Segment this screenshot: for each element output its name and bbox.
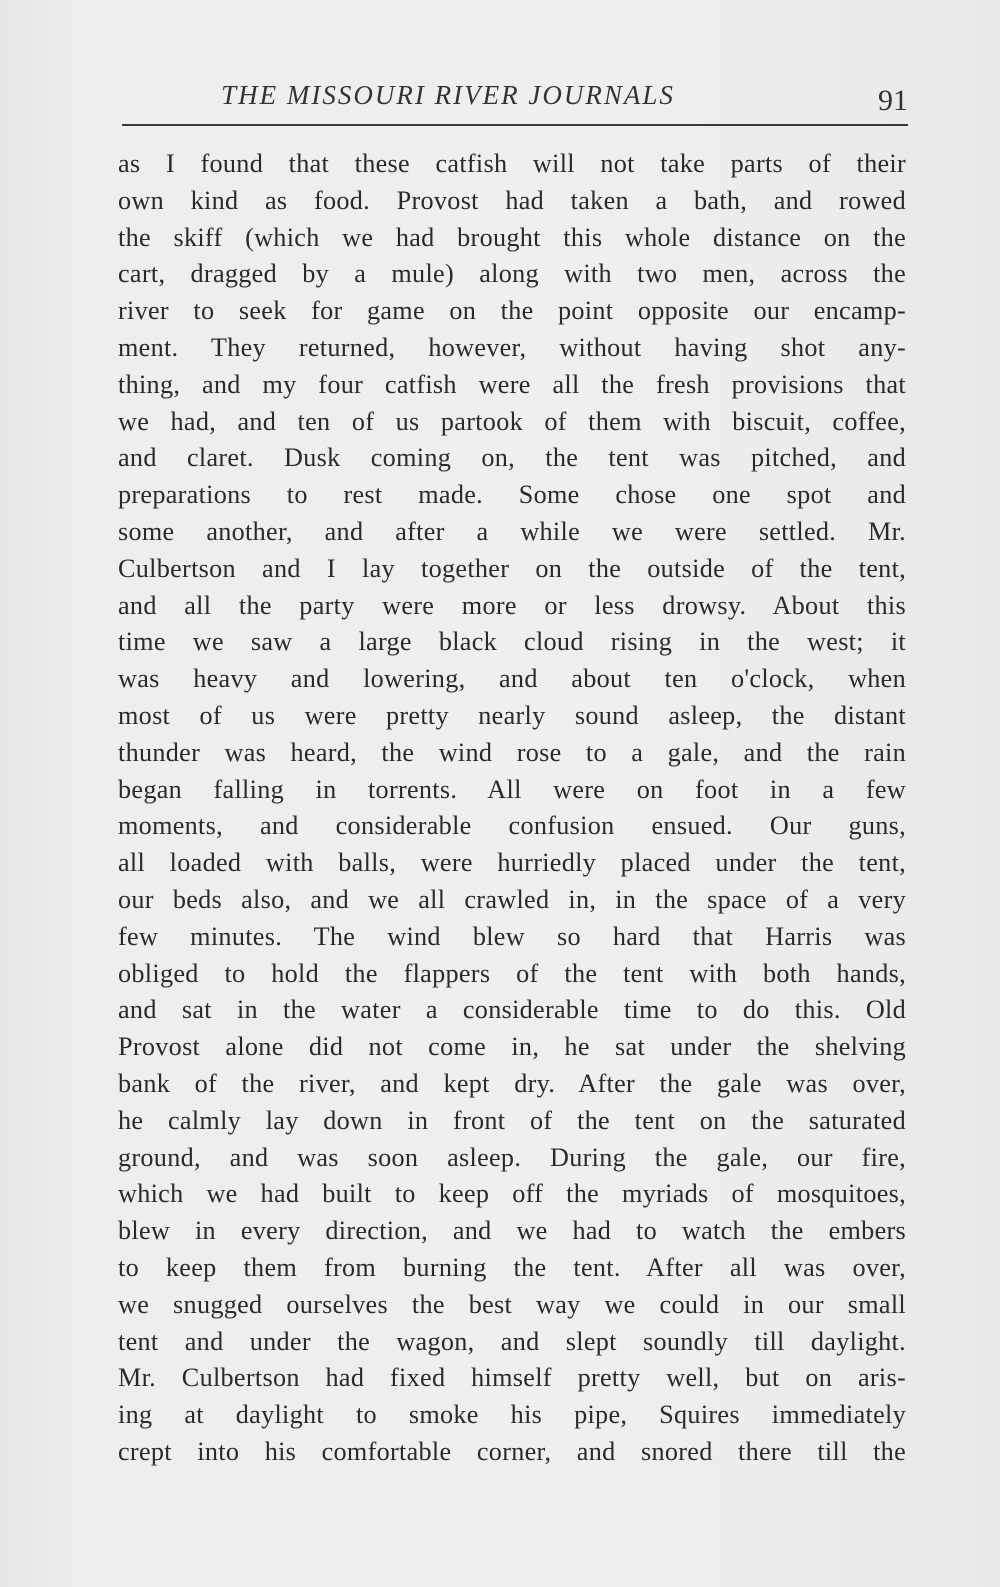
text-line: was heavy and lowering, and about ten o'clock, when [118, 664, 906, 694]
text-line: cart, dragged by a mule) along with two men, across the [118, 259, 906, 289]
page-number: 91 [878, 84, 908, 117]
text-line: some another, and after a while we were settled. Mr. [118, 516, 906, 546]
text-line: most of us were pretty nearly sound asleep, the distant [118, 700, 906, 730]
header-rule [122, 124, 908, 126]
text-line: which we had built to keep off the myriads of mosquitoes, [118, 1179, 906, 1209]
text-line: thing, and my four catfish were all the fresh provisions that [118, 369, 906, 399]
text-line: tent and under the wagon, and slept soundly till daylight. [118, 1326, 906, 1356]
text-line: river to seek for game on the point opposite our encamp- [118, 296, 906, 326]
text-line: crept into his comfortable corner, and snored there till the [118, 1436, 906, 1466]
text-line: Mr. Culbertson had fixed himself pretty well, but on aris- [118, 1363, 906, 1393]
text-line: he calmly lay down in front of the tent on the saturated [118, 1105, 906, 1135]
text-line: bank of the river, and kept dry. After the gale was over, [118, 1068, 906, 1098]
text-line: as I found that these catfish will not take parts of their [118, 149, 906, 178]
body-text [118, 146, 906, 1471]
text-line: thunder was heard, the wind rose to a gale, and the rain [118, 737, 906, 767]
text-line: own kind as food. Provost had taken a bath, and rowed [118, 185, 906, 215]
text-line: Culbertson and I lay together on the outside of the tent, [118, 553, 906, 583]
text-line: time we saw a large black cloud rising in the west; it [118, 627, 906, 657]
text-line: few minutes. The wind blew so hard that Harris was [118, 921, 906, 951]
text-line: and claret. Dusk coming on, the tent was pitched, and [118, 443, 906, 473]
text-line: our beds also, and we all crawled in, in the space of a very [118, 884, 906, 914]
text-line: preparations to rest made. Some chose one spot and [118, 480, 906, 510]
text-line: Provost alone did not come in, he sat under the shelving [118, 1032, 906, 1062]
text-line: ground, and was soon asleep. During the gale, our fire, [118, 1142, 906, 1172]
page-header [118, 72, 908, 128]
text-line: we had, and ten of us partook of them with biscuit, coffee, [118, 406, 906, 436]
running-head: THE MISSOURI RIVER JOURNALS [221, 80, 675, 110]
text-line: and sat in the water a considerable time to do this. Old [118, 995, 906, 1025]
text-line: we snugged ourselves the best way we could in our small [118, 1289, 906, 1319]
text-line: ment. They returned, however, without having shot any- [118, 332, 906, 362]
text-line: obliged to hold the flappers of the tent with both hands, [118, 958, 906, 988]
text-line: the skiff (which we had brought this whole distance on the [118, 222, 906, 252]
text-line: ing at daylight to smoke his pipe, Squires immediately [118, 1400, 906, 1430]
text-line: and all the party were more or less drowsy. About this [118, 590, 906, 620]
text-line: to keep them from burning the tent. After all was over, [118, 1252, 906, 1282]
text-line: began falling in torrents. All were on foot in a few [118, 774, 906, 804]
text-line: moments, and considerable confusion ensued. Our guns, [118, 811, 906, 841]
text-line: all loaded with balls, were hurriedly placed under the tent, [118, 848, 906, 878]
text-line: blew in every direction, and we had to watch the embers [118, 1216, 906, 1246]
